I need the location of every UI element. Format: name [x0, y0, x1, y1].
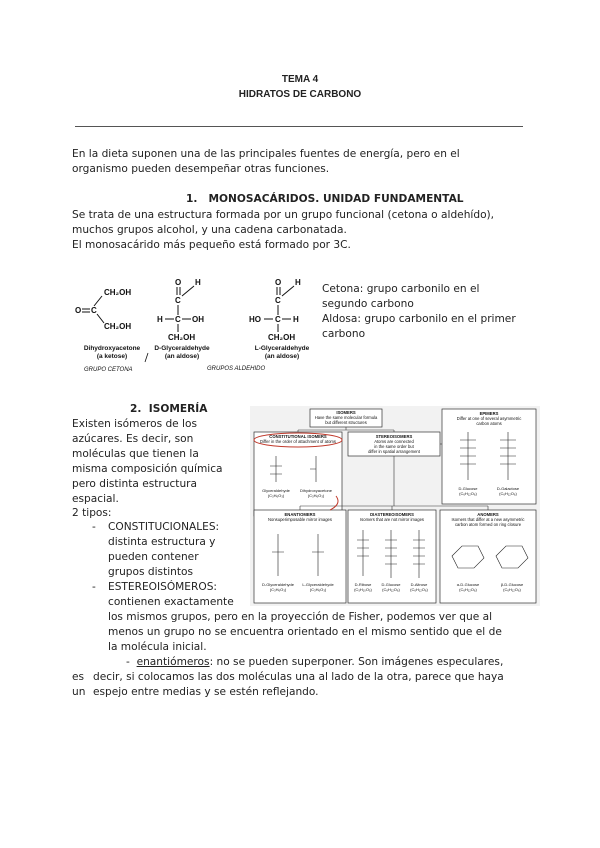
stereo-desc-1: Atoms are connected [374, 439, 414, 444]
anomers-title: ANOMERS [477, 512, 499, 517]
dg-h: H [157, 315, 163, 324]
constitutional-formula-1: (C₃H₆O₃) [267, 493, 285, 498]
lg-sub: (an aldose) [264, 353, 300, 360]
epimers-formula-1: (C₆H₁₂O₆) [459, 491, 477, 496]
dg-o: O [175, 278, 182, 287]
trioses-figure [72, 270, 317, 380]
continuation-line-1: los mismos grupos, pero en la proyección de Fisher, podemos ver que al [108, 611, 493, 623]
section1-line-1: Se trata de una estructura formada por un grupo funcional (cetona o aldehído), [72, 209, 495, 221]
note-line-1: Cetona: grupo carbonilo en el [322, 283, 480, 295]
dha-o: O [75, 306, 82, 315]
page-title: TEMA 4 [281, 74, 319, 85]
dg-ch2oh: CH₂OH [168, 333, 196, 342]
lg-h: H [293, 315, 299, 324]
lg-o: O [275, 278, 282, 287]
constitutional-formula-2: (C₃H₆O₃) [307, 493, 325, 498]
dha-ch2oh-bottom: CH₂OH [104, 322, 132, 331]
section2-line-2: azúcares. Es decir, son [72, 433, 194, 445]
bullet-1-line-4: grupos distintos [108, 566, 194, 578]
enantiomers-title: ENANTIOMERS [284, 512, 316, 517]
epimers-name-2: D-Galactose [496, 486, 520, 491]
sub-line-1: decir, si colocamos las dos moléculas una al lado de la otra, parece que haya [93, 671, 504, 683]
sub-line-1-prefix: es [72, 671, 85, 683]
anomers-name-1: α-D-Glucose [456, 582, 480, 587]
isomers-diagram [250, 406, 540, 606]
sub-line-2: espejo entre medias y se estén reflejando. [93, 686, 319, 698]
dg-sub: (an aldose) [164, 353, 200, 360]
section1-number: 1. [186, 193, 198, 205]
section2-line-1: Existen isómeros de los [72, 418, 198, 430]
epimers-desc-2: carbon atoms [476, 421, 502, 426]
dha-c: C [91, 306, 97, 315]
enantiomers-name-2: L-Glyceraldehyde [302, 582, 334, 587]
dg-h-top: H [195, 278, 201, 287]
diastereomers-name-2: D-Glucose [381, 582, 401, 587]
anomers-desc-2: carbon atom formed on ring closure [454, 522, 522, 527]
lg-ch2oh: CH₂OH [268, 333, 296, 342]
section2-heading [130, 402, 207, 417]
anomers-desc-1: Isomers that differ at a new asymmetric [451, 517, 525, 522]
section2-line-7: 2 tipos: [72, 507, 112, 519]
anomers-formula-2: (C₆H₁₂O₆) [503, 587, 521, 592]
section1-line-3: El monosacárido más pequeño está formado por 3C. [72, 239, 351, 251]
lg-c2: C [275, 315, 281, 324]
diastereomers-title: DIASTEREOISOMERS [370, 512, 414, 517]
lg-c1: C [275, 296, 281, 305]
dha-ch2oh-top: CH₂OH [104, 288, 132, 297]
sub-bullet-dash: - [126, 656, 130, 668]
section1-heading [186, 192, 464, 207]
bullet-1-line-3: pueden contener [108, 551, 199, 563]
intro-line-1: En la dieta suponen una de las principales fuentes de energía, pero en el [72, 148, 460, 160]
section2-line-4: misma composición química [72, 463, 223, 475]
dha-sub: (a ketose) [96, 353, 128, 360]
enantiomers-formula-2: (C₃H₆O₃) [309, 587, 327, 592]
section1-title: MONOSACÁRIDOS. UNIDAD FUNDAMENTAL [208, 193, 464, 205]
bullet-dash-2: - [92, 581, 96, 593]
handwritten-grupo-cetona: GRUPO CETONA [84, 367, 133, 373]
isomers-title: ISOMERS [336, 410, 356, 415]
continuation-line-2: menos un grupo no se encuentra orientado en el mismo sentido que el de [108, 626, 502, 638]
note-line-3: Aldosa: grupo carbonilo en el primer [322, 313, 516, 325]
dg-name: D-Glyceraldehyde [154, 345, 210, 352]
bullet-2-line-1: ESTEREOISÓMEROS: [108, 581, 217, 593]
constitutional-desc: Differ in the order of attachment of atoms [259, 439, 337, 444]
enantiomers-formula-1: (C₃H₆O₃) [269, 587, 287, 592]
diastereomers-formula-2: (C₆H₁₂O₆) [382, 587, 400, 592]
stereo-desc-2: in the same order but [374, 444, 414, 449]
anomers-name-2: β-D-Glucose [500, 582, 524, 587]
bullet-2-line-2: contienen exactamente [108, 596, 234, 608]
diastereomers-formula-1: (C₅H₁₀O₅) [354, 587, 372, 592]
section2-line-3: moléculas que tienen la [72, 448, 199, 460]
dg-c1: C [175, 296, 181, 305]
lg-h-top: H [295, 278, 301, 287]
dha-name: Dihydroxyacetone [83, 345, 141, 352]
diastereomers-name-3: D-Altrose [410, 582, 428, 587]
section2-line-5: pero distinta estructura [72, 478, 198, 490]
dg-c2: C [175, 315, 181, 324]
sub-bullet [126, 655, 503, 670]
sub-bullet-rest: : no se pueden superponer. Son imágenes especulares, [209, 656, 504, 668]
isomers-desc-2: but different structures [325, 420, 367, 425]
note-line-4: carbono [322, 328, 366, 340]
note-line-2: segundo carbono [322, 298, 414, 310]
section2-title: ISOMERÍA [148, 403, 208, 415]
isomers-desc-1: Have the same molecular formula [314, 415, 378, 420]
bullet-1-line-1: CONSTITUCIONALES: [108, 521, 220, 533]
box-enantiomers [254, 510, 346, 603]
stereo-desc-3: differ in spatial arrangement [368, 449, 420, 454]
diastereomers-name-1: D-Ribose [354, 582, 372, 587]
constitutional-name-2: Dihydroxyacetone [299, 488, 333, 493]
enantiomers-name-1: D-Glyceraldehyde [261, 582, 295, 587]
term-enantiomeros: enantiómeros [136, 656, 210, 668]
handwritten-grupos-aldehido: GRUPOS ALDEHIDO [207, 366, 266, 372]
epimers-title: EPIMERS [479, 411, 499, 416]
section2-number: 2. [130, 403, 142, 415]
anomers-formula-1: (C₆H₁₂O₆) [459, 587, 477, 592]
lg-name: L-Glyceraldehyde [254, 345, 310, 352]
divider [75, 126, 523, 127]
sub-line-2-prefix: un [72, 686, 86, 698]
bullet-dash-1: - [92, 521, 96, 533]
constitutional-name-1: Glyceraldehyde [262, 488, 290, 493]
epimers-formula-2: (C₆H₁₂O₆) [499, 491, 517, 496]
section1-line-2: muchos grupos alcohol, y una cadena carbonatada. [72, 224, 347, 236]
bullet-1-line-2: distinta estructura y [108, 536, 216, 548]
dg-oh: OH [192, 315, 204, 324]
stereo-title: STEREOISOMERS [375, 434, 413, 439]
diastereomers-desc: Isomers that are not mirror images [360, 517, 424, 522]
lg-ho: HO [249, 315, 261, 324]
continuation-line-3: la molécula inicial. [108, 641, 207, 653]
diastereomers-formula-3: (C₆H₁₂O₆) [410, 587, 428, 592]
epimers-name-1: D-Glucose [458, 486, 478, 491]
page-subtitle: HIDRATOS DE CARBONO [238, 89, 362, 100]
enantiomers-desc: Nonsuperimposable mirror images [267, 517, 333, 522]
intro-line-2: organismo pueden desempeñar otras funciones. [72, 163, 330, 175]
constitutional-title: CONSTITUTIONAL ISOMERS [269, 434, 327, 439]
epimers-desc-1: Differ at one of several asymmetric [456, 416, 522, 421]
section2-line-6: espacial. [72, 493, 119, 505]
